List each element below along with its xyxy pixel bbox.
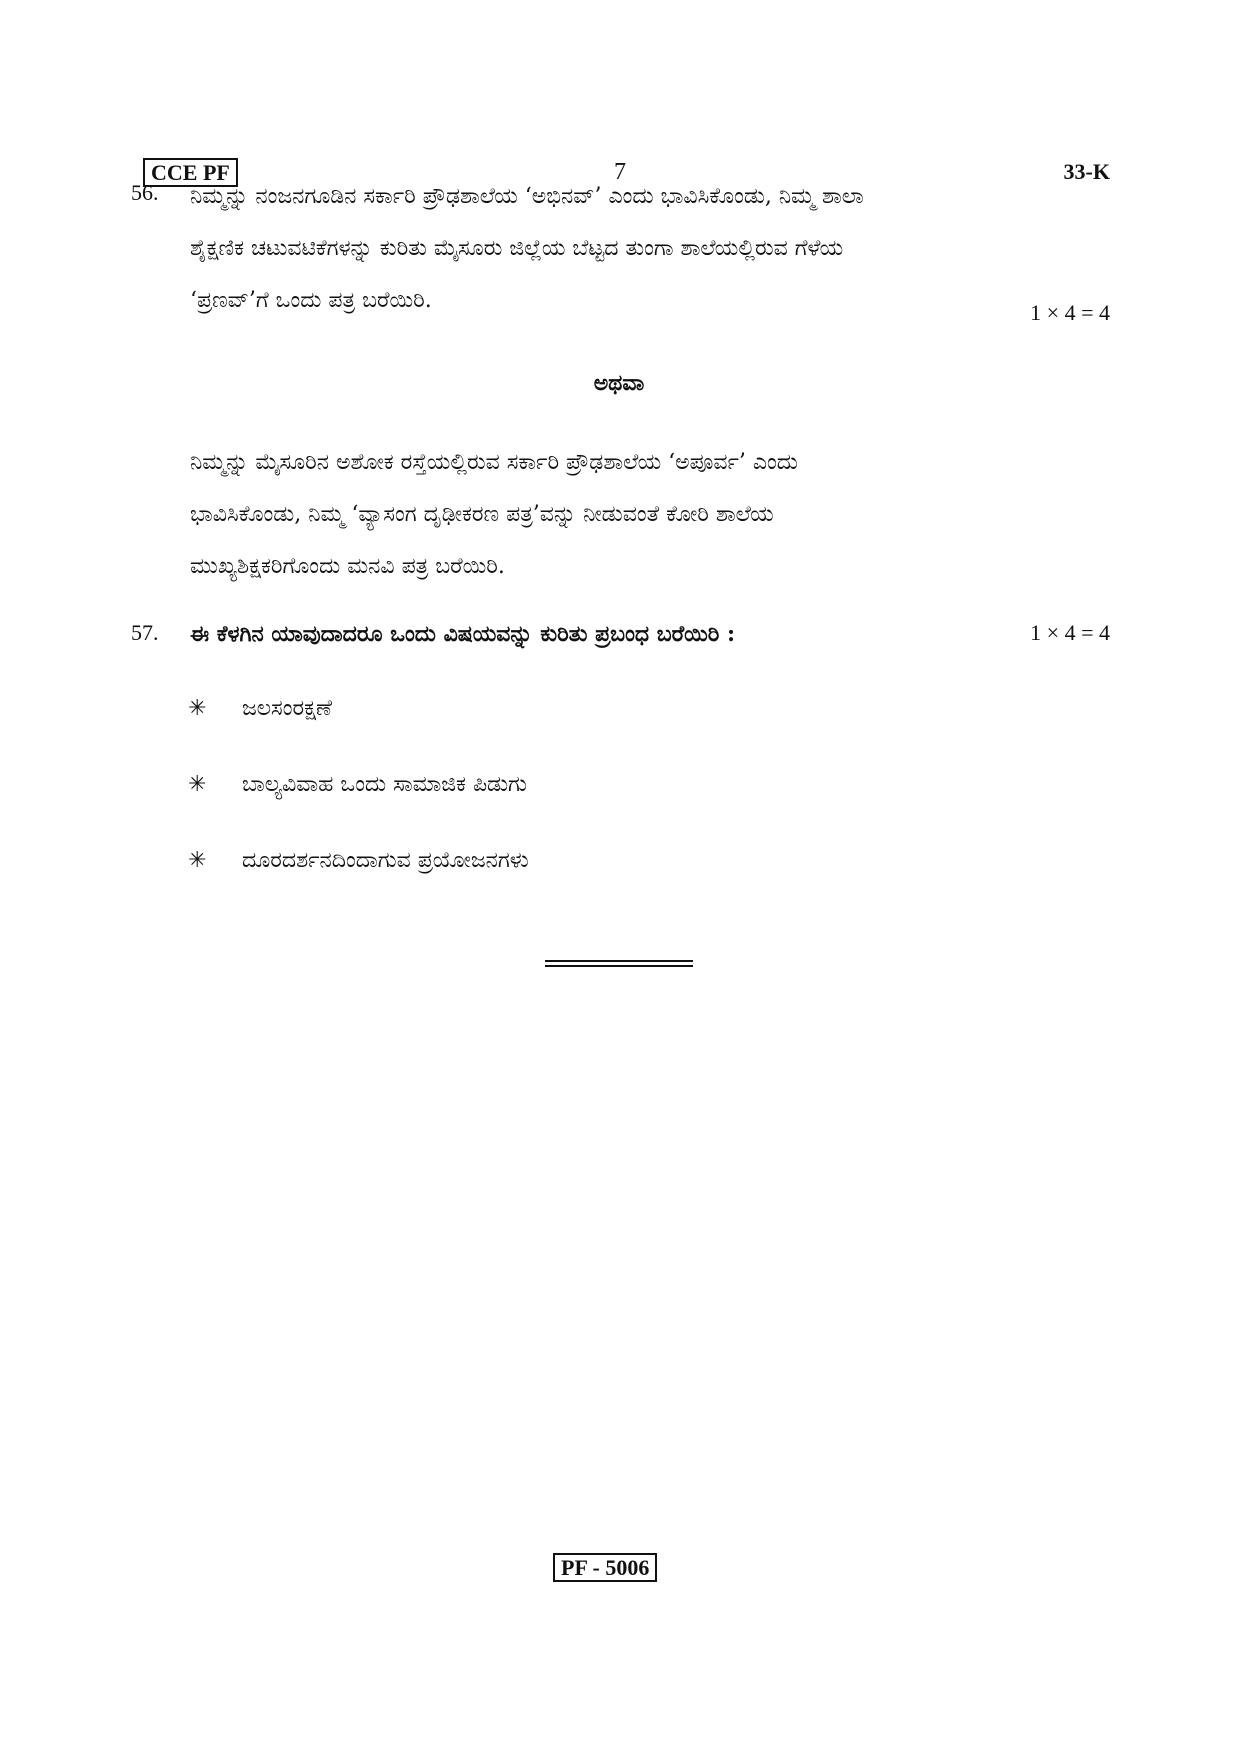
question-56-marks: 1 × 4 = 4 [1030, 300, 1110, 325]
question-56-alt-line-1: ನಿಮ್ಮನ್ನು ಮೈಸೂರಿನ ಅಶೋಕ ರಸ್ತೆಯಲ್ಲಿರುವ ಸರ್ಕಾರಿ ಪ್ರೌಢಶಾಲೆಯ ‘ಅಪೂರ್ವ’ ಎಂದು [190, 450, 798, 475]
essay-topic-item [188, 847, 529, 923]
exam-code-box: CCE PF [143, 158, 238, 187]
question-56-number: 56. [131, 180, 159, 205]
page-number: 7 [614, 159, 626, 185]
paper-code: 33-K [1063, 159, 1110, 184]
question-56-text [190, 171, 1110, 327]
question-56-line-2: ಶೈಕ್ಷಣಿಕ ಚಟುವಟಿಕೆಗಳನ್ನು ಕುರಿತು ಮೈಸೂರು ಜಿಲ್ಲೆಯ ಬೆಟ್ಟದ ತುಂಗಾ ಶಾಲೆಯಲ್ಲಿರುವ ಗೆಳೆಯ [190, 236, 844, 261]
question-57-marks: 1 × 4 = 4 [1030, 620, 1110, 645]
essay-topic-label: ಜಲಸಂರಕ್ಷಣೆ [242, 696, 333, 721]
footer-code-box: PF - 5006 [553, 1553, 657, 1582]
question-56-alt-line-2: ಭಾವಿಸಿಕೊಂಡು, ನಿಮ್ಮ ‘ವ್ಯಾಸಂಗ ದೃಢೀಕರಣ ಪತ್ರ’ವನ್ನು ನೀಡುವಂತೆ ಕೋರಿ ಶಾಲೆಯ [190, 502, 774, 527]
question-56-line-1: ನಿಮ್ಮನ್ನು ನಂಜನಗೂಡಿನ ಸರ್ಕಾರಿ ಪ್ರೌಢಶಾಲೆಯ ‘ಅಭಿನವ್’ ಎಂದು ಭಾವಿಸಿಕೊಂಡು, ನಿಮ್ಮ ಶಾಲಾ [190, 184, 864, 209]
end-double-rule [545, 960, 693, 967]
asterisk-star-icon: ✳ [188, 696, 207, 721]
essay-topic-label: ದೂರದರ್ಶನದಿಂದಾಗುವ ಪ್ರಯೋಜನಗಳು [242, 848, 529, 873]
question-56-alternative-text [190, 437, 1110, 593]
essay-topic-item [188, 771, 529, 847]
or-heading: ಅಥವಾ [593, 370, 645, 396]
question-56-line-3: ‘ಪ್ರಣವ್’ಗೆ ಒಂದು ಪತ್ರ ಬರೆಯಿರಿ. [190, 288, 432, 313]
question-56-alt-line-3: ಮುಖ್ಯಶಿಕ್ಷಕರಿಗೊಂದು ಮನವಿ ಪತ್ರ ಬರೆಯಿರಿ. [190, 554, 505, 579]
question-57-text: ಈ ಕೆಳಗಿನ ಯಾವುದಾದರೂ ಒಂದು ವಿಷಯವನ್ನು ಕುರಿತು ಪ್ರಬಂಧ ಬರೆಯಿರಿ : [190, 621, 736, 647]
asterisk-star-icon: ✳ [188, 772, 207, 797]
question-57-number: 57. [131, 620, 159, 645]
essay-topic-list [188, 695, 529, 923]
essay-topic-item [188, 695, 529, 771]
essay-topic-label: ಬಾಲ್ಯವಿವಾಹ ಒಂದು ಸಾಮಾಜಿಕ ಪಿಡುಗು [242, 772, 527, 797]
asterisk-star-icon: ✳ [188, 848, 207, 873]
